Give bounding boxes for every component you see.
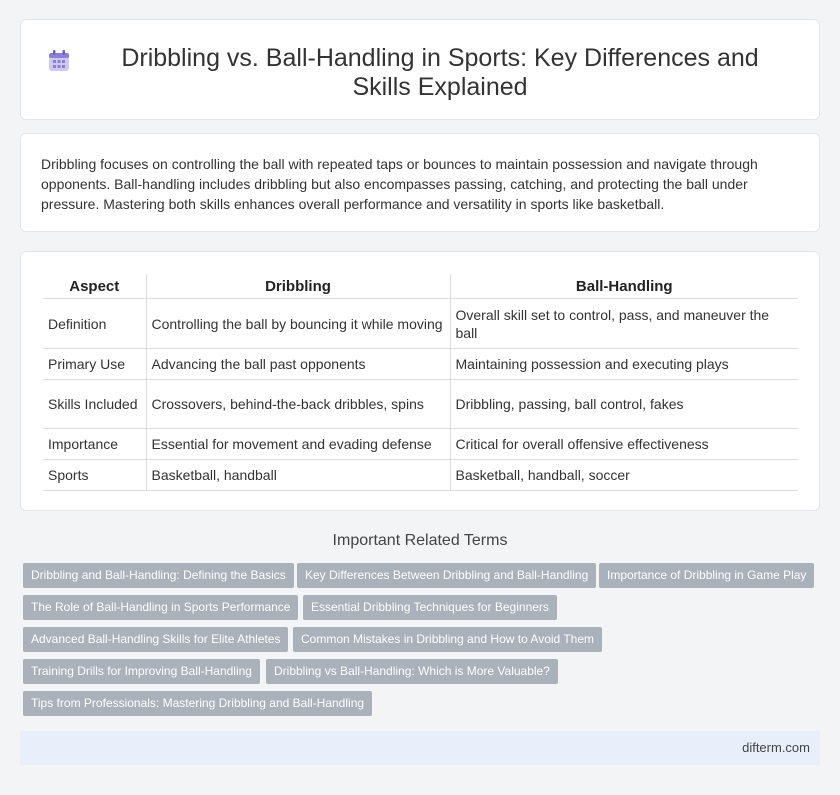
related-term-tag[interactable]: Dribbling vs Ball-Handling: Which is More Valuable? [266,659,558,684]
row-dribbling: Controlling the ball by bouncing it while moving [146,299,450,349]
site-name[interactable]: difterm.com [742,740,810,755]
related-term-tag[interactable]: Advanced Ball-Handling Skills for Elite Athletes [23,627,288,652]
row-ball-handling: Overall skill set to control, pass, and maneuver the ball [450,299,798,349]
table-row [43,380,798,429]
related-term-tag[interactable]: Dribbling and Ball-Handling: Defining the Basics [23,563,294,588]
row-dribbling: Crossovers, behind-the-back dribbles, spins [146,380,450,429]
related-term-tag[interactable]: Key Differences Between Dribbling and Ball-Handling [297,563,596,588]
row-ball-handling: Critical for overall offensive effectiveness [450,429,798,460]
comparison-table [43,274,798,491]
intro-paragraph: Dribbling focuses on controlling the ball with repeated taps or bounces to maintain possession and navigate through opponents. Ball-handling includes dribbling but also encompasses passing, catching, and protecting the ball under pressure. Mastering both skills enhances overall performance and versatility in sports like basketball. [41,156,758,212]
row-aspect: Primary Use [43,349,146,380]
header-aspect: Aspect [43,274,146,299]
row-dribbling: Basketball, handball [146,460,450,491]
comparison-card [20,251,820,511]
header-dribbling: Dribbling [146,274,450,299]
page-title: Dribbling vs. Ball-Handling in Sports: Key Differences and Skills Explained [121,44,759,101]
related-term-tag[interactable]: Training Drills for Improving Ball-Handling [23,659,260,684]
related-term-tag[interactable]: Importance of Dribbling in Game Play [599,563,814,588]
table-row [43,349,798,380]
related-terms-heading: Important Related Terms [332,532,508,549]
header-ball-handling: Ball-Handling [450,274,798,299]
row-dribbling: Advancing the ball past opponents [146,349,450,380]
related-term-tag[interactable]: Tips from Professionals: Mastering Dribbling and Ball-Handling [23,691,372,716]
row-aspect: Sports [43,460,146,491]
row-aspect: Importance [43,429,146,460]
row-ball-handling: Maintaining possession and executing plays [450,349,798,380]
table-row [43,429,798,460]
footer [20,731,820,765]
table-row [43,460,798,491]
related-term-tag[interactable]: The Role of Ball-Handling in Sports Performance [23,595,298,620]
table-row [43,299,798,349]
title-card [20,19,820,120]
intro-card [20,133,820,232]
related-term-tag[interactable]: Essential Dribbling Techniques for Beginners [303,595,557,620]
table-header-row [43,274,798,299]
row-aspect: Skills Included [43,380,146,429]
related-term-tag[interactable]: Common Mistakes in Dribbling and How to Avoid Them [293,627,602,652]
row-ball-handling: Basketball, handball, soccer [450,460,798,491]
row-dribbling: Essential for movement and evading defense [146,429,450,460]
row-aspect: Definition [43,299,146,349]
row-ball-handling: Dribbling, passing, ball control, fakes [450,380,798,429]
